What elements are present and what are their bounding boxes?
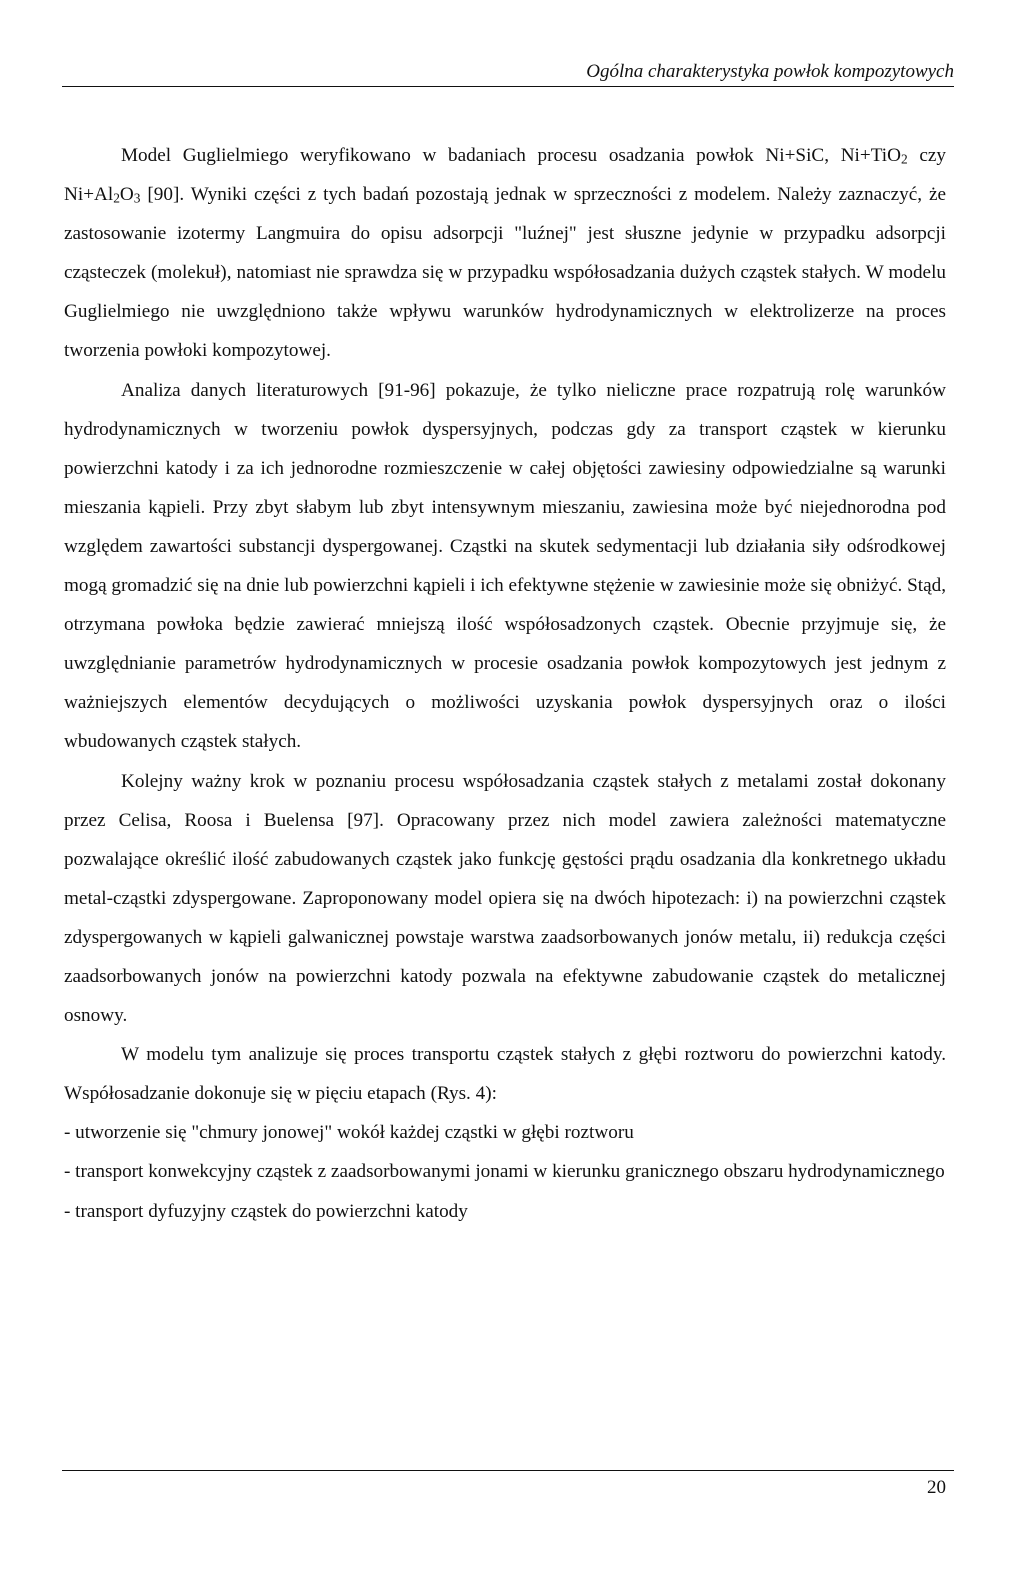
paragraph-1-text-end: [90]. Wyniki części z tych badań pozostają jednak w sprzeczności z modelem. Należy zaznaczyć, że zastosowanie izotermy Langmuira do opisu adsorpcji "luźnej" jest słuszne jedynie w przypadku adsorpcji cząsteczek (molekuł), natomiast nie sprawdza się w przypadku współosadzania dużych cząstek stałych. W modelu Guglielmiego nie uwzględniono także wpływu warunków hydrodynamicznych w elektrolizerze na proces tworzenia powłoki kompozytowej. — [64, 184, 946, 362]
paragraph-4: W modelu tym analizuje się proces transportu cząstek stałych z głębi roztworu do powierzchni katody. Współosadzanie dokonuje się w pięciu etapach (Rys. 4): — [64, 1044, 946, 1105]
running-header-title: Ogólna charakterystyka powłok kompozytowych — [586, 61, 954, 82]
paragraph-1-text: czy Ni+Al — [64, 145, 946, 206]
running-header — [62, 60, 954, 88]
paragraph-2: Analiza danych literaturowych [91-96] pokazuje, że tylko nieliczne prace rozpatrują rolę warunków hydrodynamicznych w tworzeniu powłok dyspersyjnych, podczas gdy za transport cząstek w kierunku powierzchni katody i za ich jednorodne rozmieszczenie w całej objętości zawiesiny odpowiedzialne są warunki mieszania kąpieli. Przy zbyt słabym lub zbyt intensywnym mieszaniu, zawiesina może być niejednorodna pod względem zawartości substancji dyspergowanej. Cząstki na skutek sedymentacji lub działania siły odśrodkowej mogą gromadzić się na dnie lub powierzchni kąpieli i ich efektywne stężenie w zawiesinie może się obniżyć. Stąd, otrzymana powłoka będzie zawierać mniejszą ilość współosadzonych cząstek. Obecnie przyjmuje się, że uwzględnianie parametrów hydrodynamicznych w procesie osadzania powłok kompozytowych jest jednym z ważniejszych elementów decydujących o możliwości uzyskania powłok dyspersyjnych oraz o ilości wbudowanych cząstek stałych. — [64, 379, 946, 753]
body-text — [64, 136, 946, 1231]
list-item: - transport konwekcyjny cząstek z zaadsorbowanymi jonami w kierunku granicznego obszaru hydrodynamicznego — [64, 1161, 945, 1183]
list-item: - transport dyfuzyjny cząstek do powierzchni katody — [64, 1200, 468, 1222]
page-number: 20 — [927, 1477, 946, 1498]
header-rule — [62, 86, 954, 87]
footer-rule — [62, 1470, 954, 1471]
subscript: 2 — [900, 151, 908, 167]
paragraph-1-text: O — [119, 184, 134, 206]
paragraph-1-text-start: Model Guglielmiego weryfikowano w badaniach procesu osadzania powłok Ni+SiC, Ni+TiO — [121, 145, 901, 166]
list-item: - utworzenie się "chmury jonowej" wokół każdej cząstki w głębi roztworu — [64, 1122, 634, 1144]
paragraph-3: Kolejny ważny krok w poznaniu procesu współosadzania cząstek stałych z metalami został dokonany przez Celisa, Roosa i Buelensa [97]. Opracowany przez nich model zawiera zależności matematyczne pozwalające określić ilość zabudowanych cząstek jako funkcję gęstości prądu osadzania dla konkretnego układu metal-cząstki zdyspergowane. Zaproponowany model opiera się na dwóch hipotezach: i) na powierzchni cząstek zdyspergowanych w kąpieli galwanicznej powstaje warstwa zaadsorbowanych jonów metalu, ii) redukcja części zaadsorbowanych jonów na powierzchni katody pozwala na efektywne zabudowanie cząstek do metalicznej osnowy. — [64, 770, 946, 1027]
subscript: 2 — [113, 190, 120, 206]
subscript: 3 — [133, 190, 141, 206]
paragraph-1 — [64, 136, 946, 371]
